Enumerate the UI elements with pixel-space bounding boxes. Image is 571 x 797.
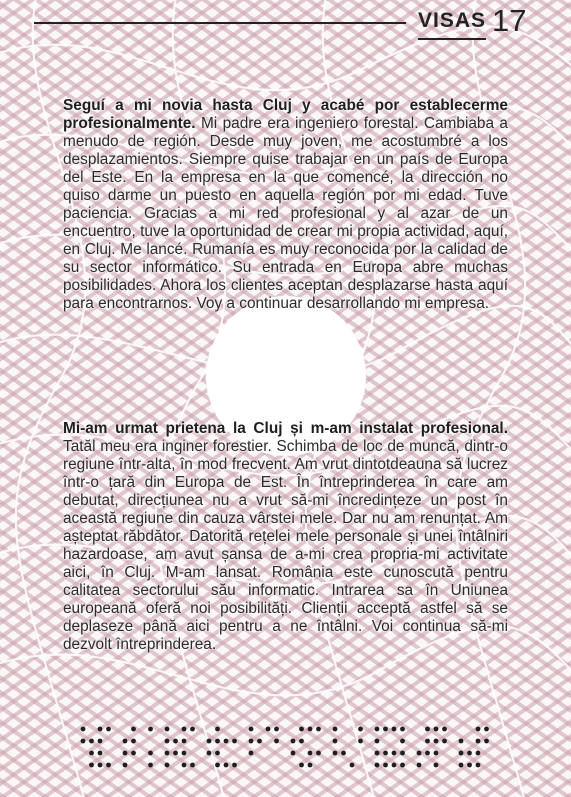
braille-dot [341, 751, 346, 756]
braille-dot [308, 763, 313, 768]
braille-dot [442, 739, 447, 744]
braille-dot [98, 727, 103, 732]
braille-dot [459, 739, 464, 744]
braille-dot [98, 763, 103, 768]
braille-dot [375, 763, 380, 768]
braille-dot [249, 727, 254, 732]
braille-dot [434, 727, 439, 732]
braille-dot [400, 751, 405, 756]
braille-dot [274, 739, 279, 744]
braille-dot [476, 751, 481, 756]
braille-dot [459, 751, 464, 756]
braille-dot [274, 727, 279, 732]
braille-dot [476, 727, 481, 732]
braille-dot [165, 739, 170, 744]
braille-dot [400, 739, 405, 744]
braille-dot [215, 727, 220, 732]
braille-dot [182, 763, 187, 768]
braille-dot [417, 751, 422, 756]
braille-dot [316, 727, 321, 732]
braille-dot [182, 751, 187, 756]
braille-dot [467, 751, 472, 756]
braille-dot [98, 739, 103, 744]
braille-dot [165, 727, 170, 732]
braille-dot [89, 739, 94, 744]
braille-dot [383, 751, 388, 756]
braille-dot [257, 739, 262, 744]
braille-dot [123, 751, 128, 756]
braille-dot [425, 739, 430, 744]
romanian-paragraph [63, 420, 508, 654]
braille-dot [89, 763, 94, 768]
braille-dot [232, 739, 237, 744]
header-brand-logo: VISAS [418, 8, 486, 40]
braille-dot [182, 727, 187, 732]
braille-dot [123, 739, 128, 744]
braille-dot [173, 739, 178, 744]
spanish-body: Mi padre era ingeniero forestal. Cambiaba a menudo de región. Desde muy joven, me acostumbré a los desplazamientos. Siempre quise trabajar en un país de Europa del Este. En la empresa en la que comencé, la dirección no quiso darme un puesto en aquella región por mi edad. Tuve paciencia. Gracias a mi red profesional y al azar de un encuentro, tuve la oportunidad de crear mi propia actividad, aquí, en Cluj. Me lancé. Rumanía es muy reconocida por la calidad de su sector informático. Su entrada en Europa abre muchas posibilidades. Ahora los clientes aceptan desplazarse hasta aquí para encontrarnos. Voy a continuar desarrollando mi empresa. [63, 115, 508, 312]
braille-dot [442, 727, 447, 732]
braille-dot [484, 739, 489, 744]
braille-dot [106, 727, 111, 732]
braille-dot [190, 763, 195, 768]
braille-dot [375, 751, 380, 756]
braille-dot [299, 739, 304, 744]
braille-dot-pattern [80, 725, 500, 785]
braille-dot [358, 727, 363, 732]
braille-dot [375, 727, 380, 732]
braille-dot [148, 751, 153, 756]
braille-dot [232, 763, 237, 768]
romanian-lead: Mi-am urmat prietena la Cluj și m-am instalat profesional. [63, 420, 508, 437]
braille-dot [106, 763, 111, 768]
braille-dot [215, 763, 220, 768]
spanish-lead: Seguí a mi novia hasta Cluj y acabé por establecerme profesionalmente. [63, 97, 508, 132]
braille-dot [308, 727, 313, 732]
braille-dot [215, 739, 220, 744]
braille-dot [392, 727, 397, 732]
braille-dot [316, 751, 321, 756]
braille-dot [291, 739, 296, 744]
braille-dot [476, 739, 481, 744]
braille-dot [165, 751, 170, 756]
braille-dot [425, 727, 430, 732]
braille-dot [190, 727, 195, 732]
braille-dot [350, 763, 355, 768]
braille-dot [434, 763, 439, 768]
braille-dot [123, 763, 128, 768]
braille-dot [131, 739, 136, 744]
braille-dot [484, 727, 489, 732]
braille-dot [249, 739, 254, 744]
romanian-body: Tatăl meu era inginer forestier. Schimba de loc de muncă, dintr-o regiune într-alta, în mod frecvent. Am vrut dintotdeauna să lucrez într-o țară din Europa de Est. În întreprinderea în care am debutat, direcțiunea nu a vrut să-mi încredințeze un post în această regiune din cauza vârstei mele. Dar nu am renunțat. Am așteptat răbdător. Datorită rețelei mele personale și unei întâlniri hazardoase, am avut șansa de a-mi crea propria-mi activitate aici, în Cluj. M-am lansat. România este cunoscută pentru calitatea sectorului său informatic. Intrarea sa în Uniunea europeană oferă noi posibilități. Clienții acceptă astfel să se deplaseze până aici pentru a ne întâlni. Voi continua să-mi dezvolt întreprinderea. [63, 438, 508, 653]
braille-dot [165, 763, 170, 768]
braille-dot [182, 739, 187, 744]
braille-dot [291, 751, 296, 756]
braille-dot [224, 763, 229, 768]
braille-dot [224, 739, 229, 744]
braille-dot [249, 751, 254, 756]
braille-dot [148, 763, 153, 768]
braille-dot [299, 727, 304, 732]
braille-dot [98, 751, 103, 756]
braille-dot [333, 751, 338, 756]
braille-dot [358, 739, 363, 744]
braille-dot [459, 763, 464, 768]
braille-dot [383, 727, 388, 732]
braille-dot [375, 739, 380, 744]
braille-dot [173, 751, 178, 756]
braille-dot [392, 763, 397, 768]
braille-dot [299, 763, 304, 768]
braille-dot [131, 727, 136, 732]
braille-dot [89, 751, 94, 756]
braille-dot [308, 751, 313, 756]
braille-dot [333, 727, 338, 732]
braille-dot [131, 751, 136, 756]
braille-dot [383, 763, 388, 768]
braille-dot [467, 763, 472, 768]
braille-dot [266, 727, 271, 732]
spanish-paragraph [63, 97, 508, 313]
braille-dot [207, 739, 212, 744]
braille-dot [434, 739, 439, 744]
braille-dot [417, 763, 422, 768]
braille-dot [81, 727, 86, 732]
page-number: 17 [492, 3, 527, 38]
braille-dot [207, 751, 212, 756]
braille-dot [400, 727, 405, 732]
braille-dot [392, 751, 397, 756]
braille-dot [215, 751, 220, 756]
braille-dot [434, 751, 439, 756]
braille-dot [148, 727, 153, 732]
braille-dot [476, 763, 481, 768]
header-rule [34, 22, 406, 24]
braille-dot [333, 739, 338, 744]
braille-dot [81, 739, 86, 744]
braille-dot [400, 763, 405, 768]
braille-dot [425, 751, 430, 756]
